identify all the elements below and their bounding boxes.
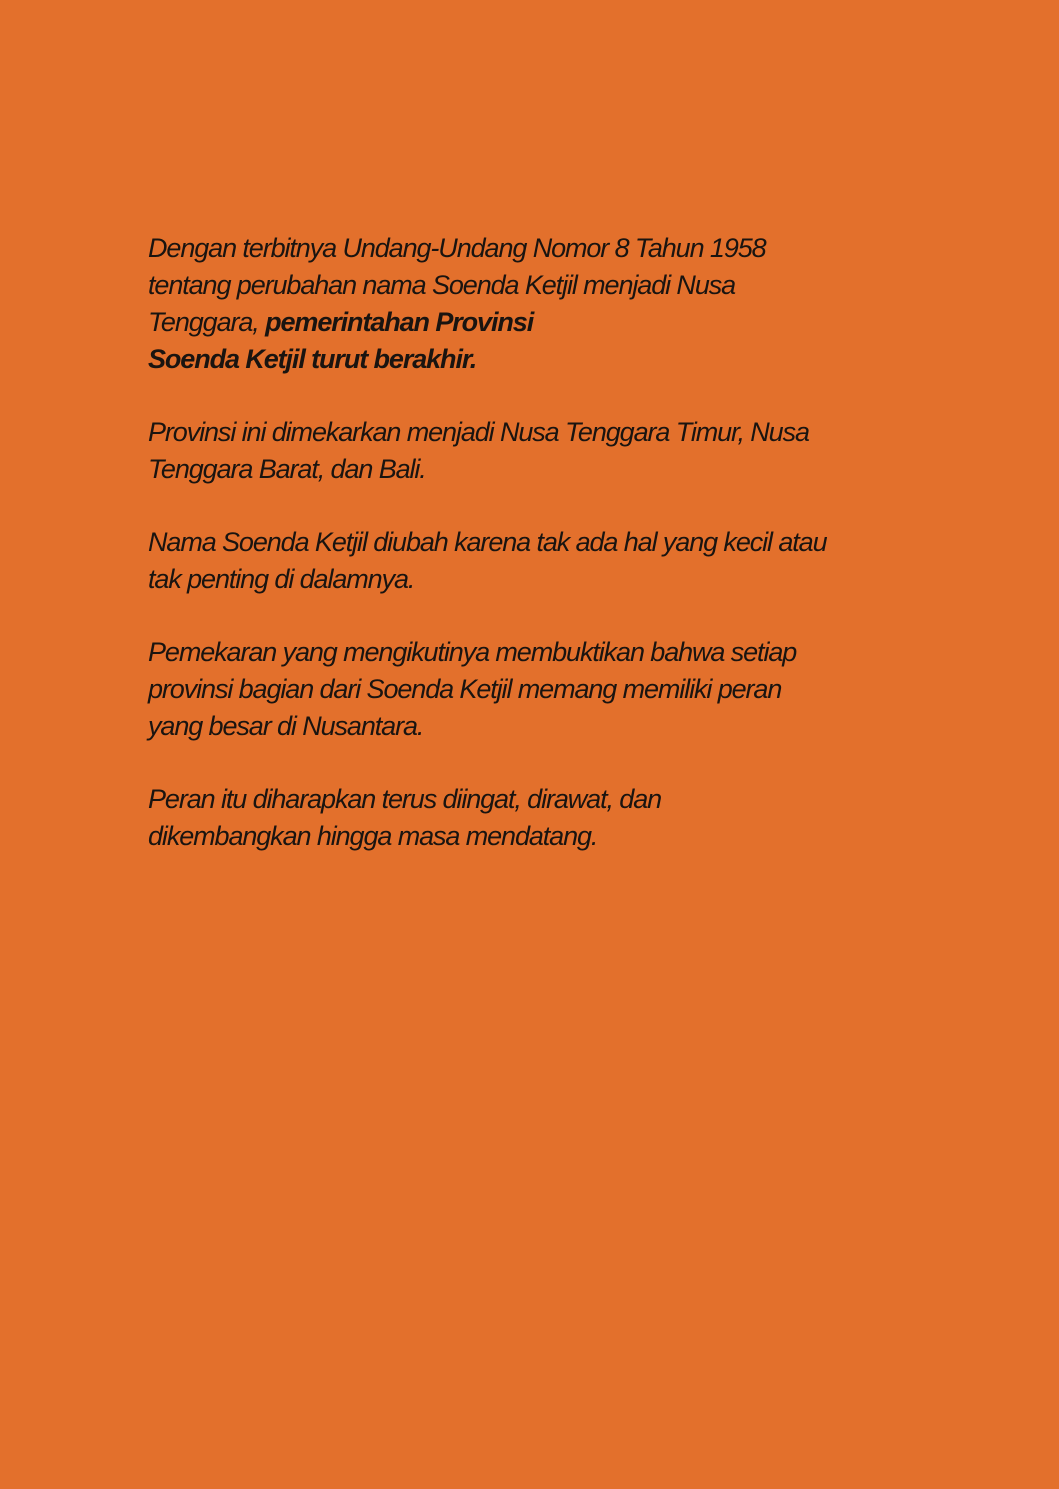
paragraph-2-line-1: Provinsi ini dimekarkan menjadi Nusa Tenggara Timur, Nusa	[148, 417, 809, 447]
paragraph-1	[148, 230, 948, 378]
paragraph-5-line-2: dikembangkan hingga masa mendatang.	[148, 821, 598, 851]
paragraph-3-line-1: Nama Soenda Ketjil diubah karena tak ada hal yang kecil atau	[148, 527, 827, 557]
paragraph-4-line-3: yang besar di Nusantara.	[148, 711, 424, 741]
paragraph-3-line-2: tak penting di dalamnya.	[148, 564, 415, 594]
paragraph-3	[148, 524, 948, 598]
paragraph-4-line-1: Pemekaran yang mengikutinya membuktikan bahwa setiap	[148, 637, 797, 667]
paragraph-1-line-3: Tenggara,	[148, 307, 266, 337]
paragraph-5	[148, 781, 948, 855]
paragraph-5-line-1: Peran itu diharapkan terus diingat, dirawat, dan	[148, 784, 662, 814]
paragraph-4-line-2: provinsi bagian dari Soenda Ketjil memang memiliki peran	[148, 674, 782, 704]
paragraph-1-emphasis-line-4: Soenda Ketjil turut berakhir.	[148, 344, 477, 374]
paragraph-1-line-1: Dengan terbitnya Undang-Undang Nomor 8 Tahun 1958	[148, 233, 766, 263]
paragraph-1-emphasis-line-3: pemerintahan Provinsi	[265, 307, 534, 337]
paragraph-2-line-2: Tenggara Barat, dan Bali.	[148, 454, 426, 484]
paragraph-4	[148, 634, 948, 745]
paragraph-1-line-2: tentang perubahan nama Soenda Ketjil menjadi Nusa	[148, 270, 736, 300]
body-text	[148, 230, 948, 891]
paragraph-2	[148, 414, 948, 488]
